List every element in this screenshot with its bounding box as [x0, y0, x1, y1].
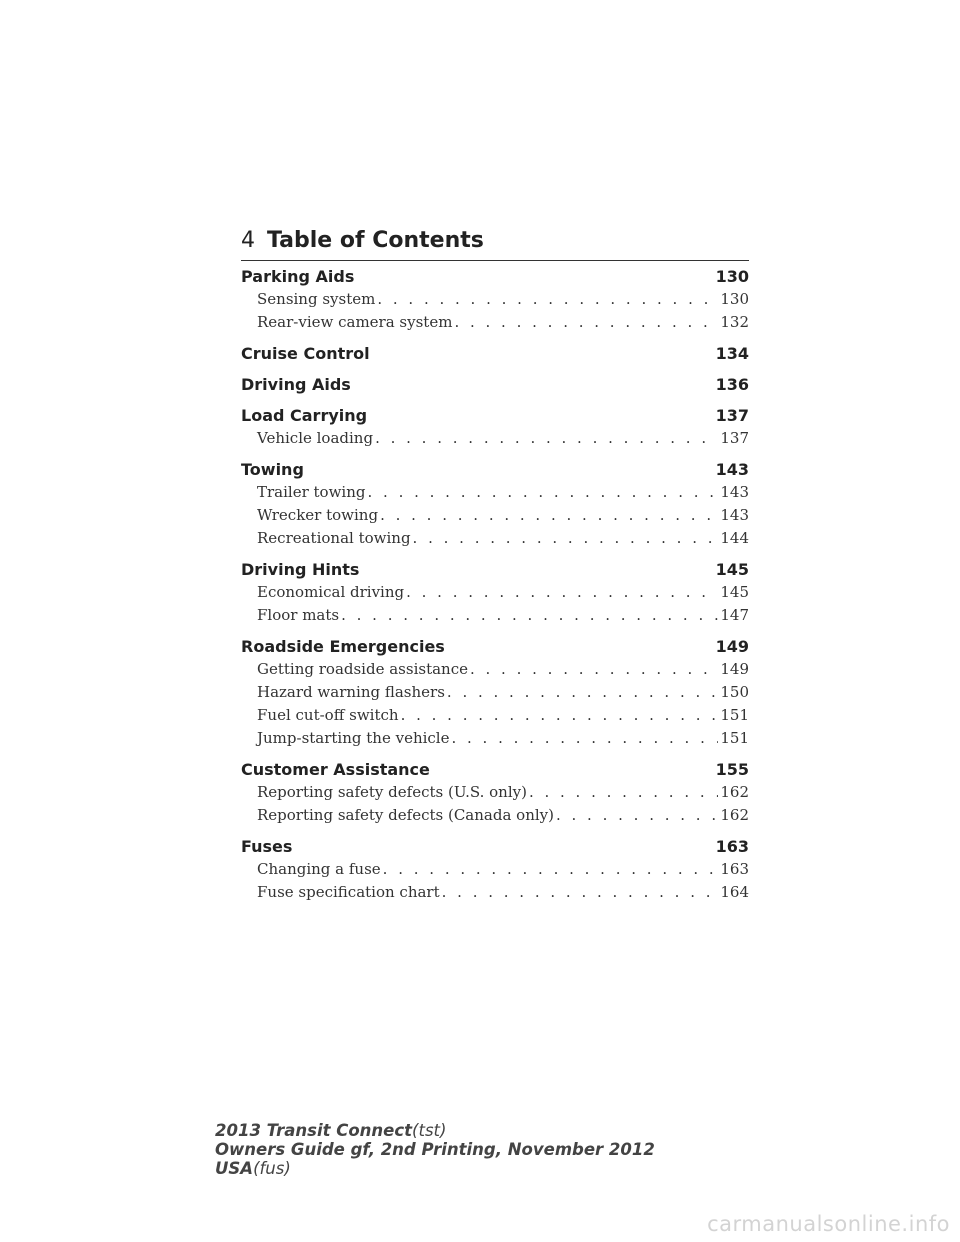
- footer-model-code: (tst): [412, 1121, 447, 1140]
- toc-section: [241, 374, 749, 396]
- entry-page-number: 143: [720, 506, 749, 524]
- footer-line-1: [215, 1121, 655, 1140]
- toc-entry[interactable]: [241, 704, 749, 727]
- entry-label: Sensing system: [257, 290, 376, 308]
- section-title: Cruise Control: [241, 344, 370, 363]
- toc-entry[interactable]: [241, 527, 749, 550]
- section-title: Driving Hints: [241, 560, 360, 579]
- dot-leader: [383, 858, 719, 881]
- entry-page-number: 132: [720, 313, 749, 331]
- entry-label: Economical driving: [257, 583, 405, 601]
- entry-page-number: 151: [720, 729, 749, 747]
- entry-page-number: 164: [720, 883, 749, 901]
- toc-entry[interactable]: [241, 481, 749, 504]
- entry-label: Recreational towing: [257, 529, 411, 547]
- toc-entry[interactable]: [241, 858, 749, 881]
- toc-section: [241, 559, 749, 627]
- toc-entry[interactable]: [241, 427, 749, 450]
- toc-entry[interactable]: [241, 658, 749, 681]
- dot-leader: [529, 781, 718, 804]
- toc-entry[interactable]: [241, 604, 749, 627]
- toc-entry[interactable]: [241, 681, 749, 704]
- document-footer: [215, 1121, 655, 1178]
- toc-section: [241, 836, 749, 904]
- entry-page-number: 151: [720, 706, 749, 724]
- entry-label: Reporting safety defects (Canada only): [257, 806, 554, 824]
- entry-label: Hazard warning flashers: [257, 683, 445, 701]
- footer-market: USA: [215, 1159, 254, 1178]
- dot-leader: [341, 604, 718, 627]
- entry-page-number: 149: [720, 660, 749, 678]
- toc-section: [241, 405, 749, 450]
- entry-label: Trailer towing: [257, 483, 366, 501]
- dot-leader: [447, 681, 718, 704]
- dot-leader: [380, 504, 718, 527]
- entry-label: Fuel cut-off switch: [257, 706, 399, 724]
- toc-entry[interactable]: [241, 504, 749, 527]
- entry-page-number: 130: [720, 290, 749, 308]
- section-title: Load Carrying: [241, 406, 368, 425]
- entry-label: Wrecker towing: [257, 506, 379, 524]
- toc-section-heading[interactable]: [241, 836, 749, 858]
- section-title: Parking Aids: [241, 267, 355, 286]
- toc-section-heading[interactable]: [241, 266, 749, 288]
- entry-page-number: 150: [720, 683, 749, 701]
- toc-section: [241, 266, 749, 334]
- section-page-number: 145: [715, 560, 749, 579]
- section-page-number: 136: [715, 375, 749, 394]
- section-title: Fuses: [241, 837, 293, 856]
- dot-leader: [556, 804, 718, 827]
- entry-label: Vehicle loading: [257, 429, 374, 447]
- page-number: 4: [241, 228, 255, 253]
- toc-section: [241, 343, 749, 365]
- toc-section: [241, 759, 749, 827]
- entry-page-number: 162: [720, 806, 749, 824]
- toc-section-heading[interactable]: [241, 759, 749, 781]
- dot-leader: [406, 581, 718, 604]
- entry-page-number: 144: [720, 529, 749, 547]
- toc-section: [241, 636, 749, 750]
- section-page-number: 163: [715, 837, 749, 856]
- entry-page-number: 163: [720, 860, 749, 878]
- entry-label: Rear-view camera system: [257, 313, 453, 331]
- page-title: Table of Contents: [267, 228, 484, 253]
- toc-entry[interactable]: [241, 881, 749, 904]
- toc-entry[interactable]: [241, 288, 749, 311]
- dot-leader: [375, 427, 718, 450]
- dot-leader: [442, 881, 719, 904]
- entry-page-number: 137: [720, 429, 749, 447]
- dot-leader: [401, 704, 719, 727]
- entry-page-number: 143: [720, 483, 749, 501]
- entry-page-number: 145: [720, 583, 749, 601]
- page-header: [241, 228, 749, 261]
- toc-section-heading[interactable]: [241, 405, 749, 427]
- section-title: Customer Assistance: [241, 760, 430, 779]
- section-page-number: 149: [715, 637, 749, 656]
- section-title: Roadside Emergencies: [241, 637, 445, 656]
- toc-entry[interactable]: [241, 727, 749, 750]
- footer-market-code: (fus): [253, 1159, 291, 1178]
- toc-entry[interactable]: [241, 804, 749, 827]
- toc-section-heading[interactable]: [241, 459, 749, 481]
- table-of-contents: [241, 266, 749, 913]
- footer-line-3: [215, 1159, 655, 1178]
- footer-line-2: Owners Guide gf, 2nd Printing, November 2012: [215, 1140, 655, 1159]
- entry-label: Jump-starting the vehicle: [257, 729, 450, 747]
- entry-label: Getting roadside assistance: [257, 660, 468, 678]
- dot-leader: [413, 527, 719, 550]
- section-page-number: 155: [715, 760, 749, 779]
- toc-section: [241, 459, 749, 550]
- entry-page-number: 147: [720, 606, 749, 624]
- toc-entry[interactable]: [241, 781, 749, 804]
- section-page-number: 134: [715, 344, 749, 363]
- dot-leader: [368, 481, 719, 504]
- toc-entry[interactable]: [241, 311, 749, 334]
- entry-label: Reporting safety defects (U.S. only): [257, 783, 527, 801]
- dot-leader: [454, 311, 718, 334]
- dot-leader: [377, 288, 718, 311]
- entry-label: Floor mats: [257, 606, 340, 624]
- toc-section-heading[interactable]: [241, 636, 749, 658]
- toc-entry[interactable]: [241, 581, 749, 604]
- toc-section-heading[interactable]: [241, 343, 749, 365]
- footer-model: 2013 Transit Connect: [215, 1121, 413, 1140]
- entry-label: Fuse specification chart: [257, 883, 440, 901]
- dot-leader: [451, 727, 718, 750]
- section-page-number: 137: [715, 406, 749, 425]
- section-page-number: 143: [715, 460, 749, 479]
- toc-section-heading[interactable]: [241, 559, 749, 581]
- entry-page-number: 162: [720, 783, 749, 801]
- section-title: Driving Aids: [241, 375, 351, 394]
- dot-leader: [470, 658, 718, 681]
- entry-label: Changing a fuse: [257, 860, 381, 878]
- toc-section-heading[interactable]: [241, 374, 749, 396]
- watermark: carmanualsonline.info: [707, 1212, 950, 1236]
- section-title: Towing: [241, 460, 304, 479]
- section-page-number: 130: [715, 267, 749, 286]
